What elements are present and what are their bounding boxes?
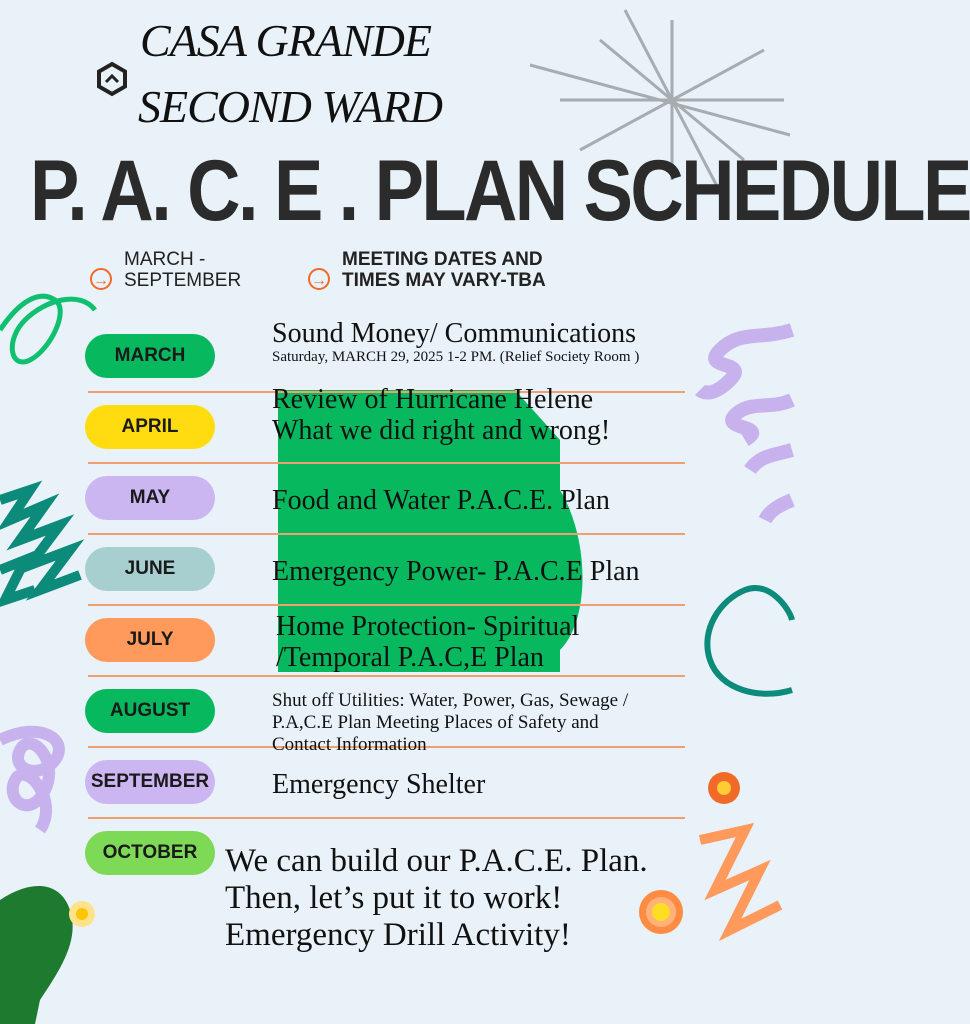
purple-waves	[700, 330, 792, 393]
event-march	[272, 318, 639, 365]
event-june: Emergency Power- P.A.C.E Plan	[272, 556, 640, 587]
month-pill-june: JUNE	[85, 547, 215, 591]
meeting-note-line2: TIMES MAY VARY-TBA	[342, 270, 546, 291]
event-subtitle: What we did right and wrong!	[272, 415, 611, 446]
month-pill-march: MARCH	[85, 334, 215, 378]
event-subtitle: Emergency Drill Activity!	[225, 917, 571, 953]
green-squiggle	[0, 296, 95, 362]
meeting-note	[342, 249, 546, 291]
event-october	[225, 843, 648, 954]
month-pill-september: SEPTEMBER	[85, 760, 215, 804]
event-title: Review of Hurricane Helene	[272, 384, 594, 415]
month-pill-april: APRIL	[85, 405, 215, 449]
event-september: Emergency Shelter	[272, 769, 486, 800]
divider	[88, 675, 685, 677]
event-title: Home Protection- Spiritual	[276, 611, 580, 642]
event-title: Sound Money/ Communications	[272, 318, 636, 349]
month-pill-august: AUGUST	[85, 689, 215, 733]
month-pill-october: OCTOBER	[85, 831, 215, 875]
event-subtitle: /Temporal P.A.C,E Plan	[276, 642, 544, 673]
purple-loops	[0, 732, 59, 830]
arrow-right-icon: →	[90, 268, 112, 290]
divider	[88, 604, 685, 606]
flower-icon	[69, 901, 95, 927]
event-august	[272, 690, 628, 756]
divider	[88, 462, 685, 464]
meeting-note-line1: MEETING DATES AND	[342, 249, 543, 270]
green-blob	[0, 886, 73, 1024]
event-subtitle: Contact Information	[272, 734, 427, 755]
event-subtitle: Then, let’s put it to work!	[225, 880, 563, 916]
date-range-line2: SEPTEMBER	[124, 270, 242, 291]
flower-icon	[708, 772, 740, 804]
ward-name-line2: SECOND WARD	[138, 81, 442, 132]
orange-zigzag	[700, 830, 780, 930]
event-may: Food and Water P.A.C.E. Plan	[272, 485, 610, 516]
arrow-right-icon: →	[308, 268, 330, 290]
divider	[88, 533, 685, 535]
ward-name-line1: CASA GRANDE	[140, 15, 431, 66]
date-range-line1: MARCH -	[124, 249, 206, 270]
month-pill-july: JULY	[85, 618, 215, 662]
event-title: We can build our P.A.C.E. Plan.	[225, 843, 648, 879]
hexagon-logo-icon	[96, 62, 128, 96]
date-range	[124, 249, 241, 291]
month-pill-may: MAY	[85, 476, 215, 520]
event-subtitle: P.A,C.E Plan Meeting Places of Safety and	[272, 712, 599, 733]
event-july	[276, 611, 579, 673]
event-details: Saturday, MARCH 29, 2025 1-2 PM. (Relief Society Room )	[272, 349, 640, 365]
divider	[88, 817, 685, 819]
event-title: Shut off Utilities: Water, Power, Gas, Sewage /	[272, 690, 629, 711]
page-title: P. A. C. E . PLAN SCHEDULE	[30, 143, 970, 239]
teal-loop	[707, 588, 792, 694]
event-april	[272, 384, 610, 446]
